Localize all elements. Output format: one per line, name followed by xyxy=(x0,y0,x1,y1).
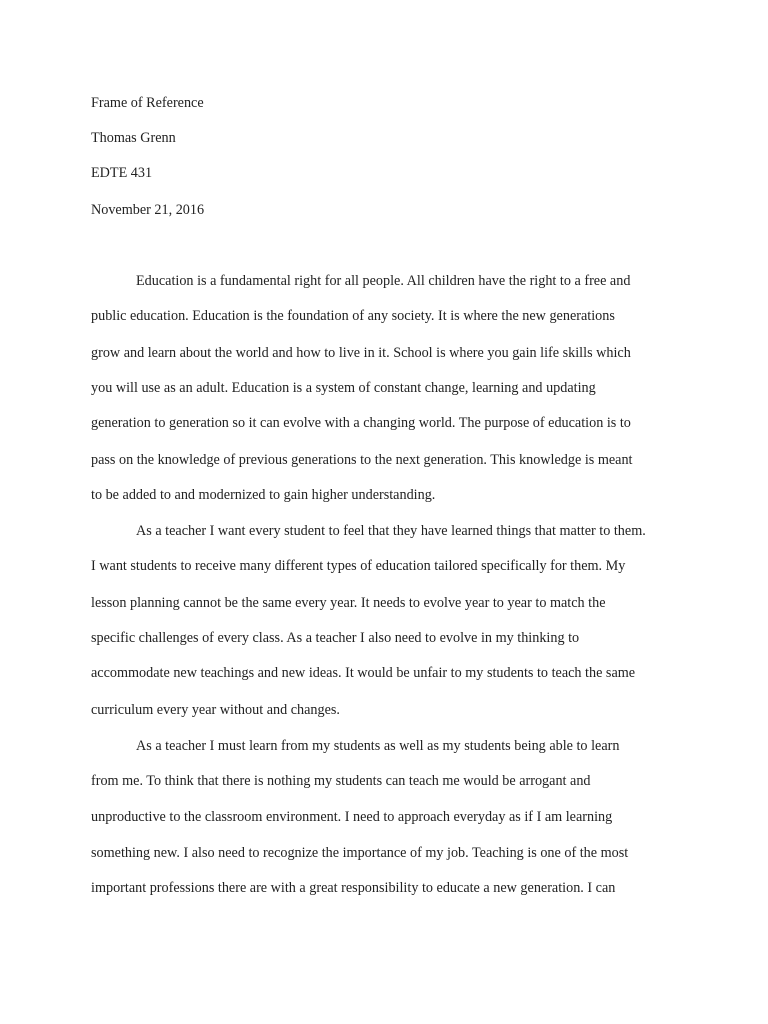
paragraph-2-line-5: accommodate new teachings and new ideas. It would be unfair to my students to teach the same xyxy=(91,665,636,681)
paragraph-2-line-6: curriculum every year without and changes. xyxy=(91,702,340,718)
paragraph-1-line-2: public education. Education is the foundation of any society. It is where the new generations xyxy=(91,308,615,324)
paragraph-2-line-4: specific challenges of every class. As a teacher I also need to evolve in my thinking to xyxy=(91,630,580,646)
paragraph-1-line-1: Education is a fundamental right for all people. All children have the right to a free and xyxy=(136,273,631,289)
paragraph-1-line-7: to be added to and modernized to gain higher understanding. xyxy=(91,487,436,503)
course-code: EDTE 431 xyxy=(91,165,153,181)
paragraph-3-line-3: unproductive to the classroom environment. I need to approach everyday as if I am learning xyxy=(91,809,613,825)
paragraph-1-line-6: pass on the knowledge of previous generations to the next generation. This knowledge is meant xyxy=(91,452,633,468)
author-name: Thomas Grenn xyxy=(91,130,176,146)
paragraph-2-line-2: I want students to receive many different types of education tailored specifically for them. My xyxy=(91,558,626,574)
paragraph-2-line-1: As a teacher I want every student to feel that they have learned things that matter to them. xyxy=(136,523,646,539)
paragraph-3-line-1: As a teacher I must learn from my students as well as my students being able to learn xyxy=(136,738,620,754)
document-date: November 21, 2016 xyxy=(91,202,205,218)
paragraph-1-line-4: you will use as an adult. Education is a system of constant change, learning and updating xyxy=(91,380,596,396)
document-title: Frame of Reference xyxy=(91,95,204,111)
paragraph-3-line-5: important professions there are with a great responsibility to educate a new generation. I can xyxy=(91,880,616,896)
paragraph-1-line-5: generation to generation so it can evolve with a changing world. The purpose of education is to xyxy=(91,415,631,431)
paragraph-3-line-4: something new. I also need to recognize the importance of my job. Teaching is one of the most xyxy=(91,845,629,861)
paragraph-1-line-3: grow and learn about the world and how to live in it. School is where you gain life skills which xyxy=(91,345,631,361)
paragraph-2-line-3: lesson planning cannot be the same every year. It needs to evolve year to year to match the xyxy=(91,595,606,611)
paragraph-3-line-2: from me. To think that there is nothing my students can teach me would be arrogant and xyxy=(91,773,591,789)
